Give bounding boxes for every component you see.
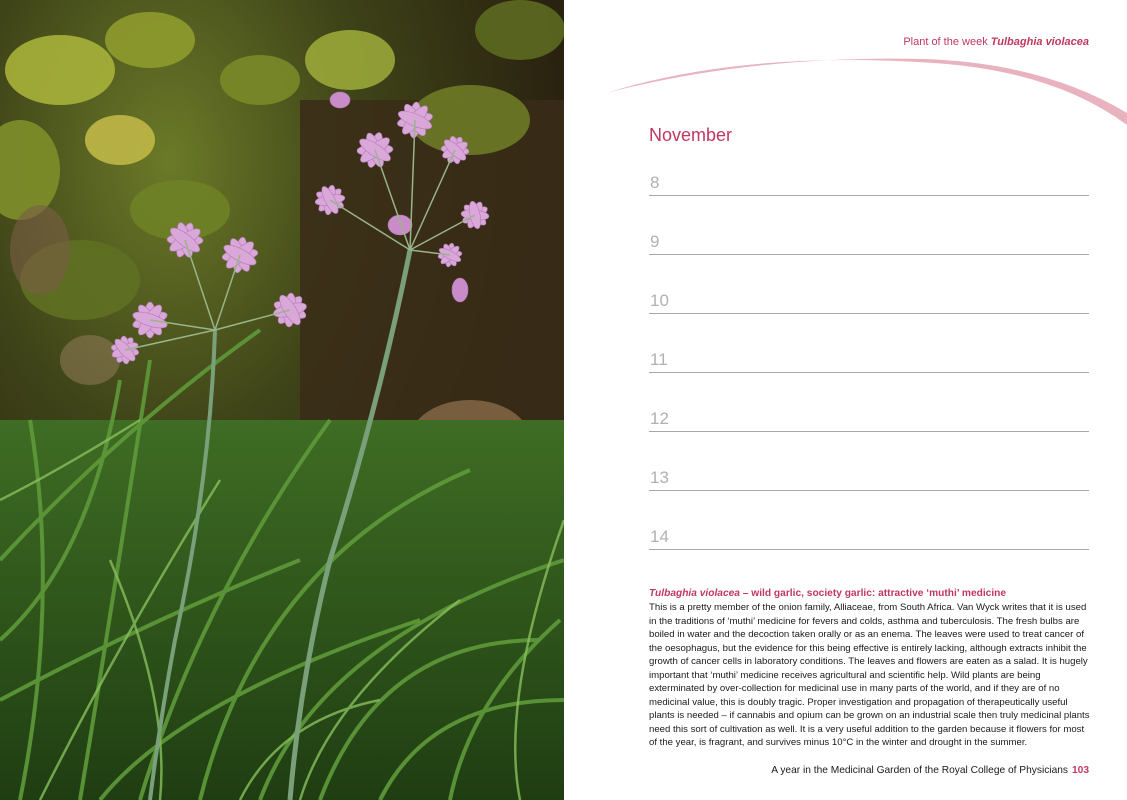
article-title bbox=[649, 588, 1091, 599]
page-number: 103 bbox=[1072, 765, 1089, 776]
plant-description bbox=[649, 588, 1091, 750]
day-number: 10 bbox=[650, 291, 669, 310]
running-head-prefix: Plant of the week bbox=[903, 36, 991, 48]
day-rule bbox=[649, 490, 1089, 491]
day-row[interactable] bbox=[649, 168, 1089, 227]
decorative-swoosh bbox=[564, 55, 1127, 130]
day-number: 13 bbox=[650, 468, 669, 487]
article-body: This is a pretty member of the onion family, Alliaceae, from South Africa. Van Wyck writes that it is used in the traditions of ‘muthi’ medicine for fevers and colds, asthma and tuberculosis. The fresh bulbs are boiled in water and the decoction taken orally or as an enema. The leaves were used to treat cancer of the oesophagus, but the evidence for this being effective is entirely lacking, although extracts inhibit the growth of cancer cells in laboratory conditions. The leaves and flowers are eaten as a salad. It is hugely important that ‘muthi’ medicine receives agricultural and scientific help. Wild plants are being exterminated by over-collection for medicinal use in many parts of the world, and if they are of no medicinal value, this is doubly tragic. Proper investigation and propagation of therapeutically useful plants is needed – if cannabis and opium can be grown on an industrial scale then truly medicinal plants need this sort of cultivation as well. It is a very useful addition to the garden because it flowers for most of the year, is fragrant, and survives minus 10°C in the winter and drought in the summer. bbox=[649, 602, 1090, 748]
day-list bbox=[649, 168, 1089, 581]
day-rule bbox=[649, 313, 1089, 314]
day-number: 14 bbox=[650, 527, 669, 546]
running-head-latin-name: Tulbaghia violacea bbox=[990, 36, 1089, 48]
day-row[interactable] bbox=[649, 286, 1089, 345]
page-footer bbox=[771, 765, 1089, 776]
diary-page bbox=[564, 0, 1127, 800]
day-rule bbox=[649, 372, 1089, 373]
day-row[interactable] bbox=[649, 345, 1089, 404]
running-head bbox=[903, 36, 1089, 48]
day-rule bbox=[649, 254, 1089, 255]
book-title: A year in the Medicinal Garden of the Royal College of Physicians bbox=[771, 765, 1068, 776]
day-rule bbox=[649, 431, 1089, 432]
month-heading: November bbox=[649, 125, 733, 145]
day-row[interactable] bbox=[649, 227, 1089, 286]
day-number: 9 bbox=[650, 232, 660, 251]
day-row[interactable] bbox=[649, 463, 1089, 522]
day-rule bbox=[649, 549, 1089, 550]
day-number: 12 bbox=[650, 409, 669, 428]
day-row[interactable] bbox=[649, 522, 1089, 581]
day-rule bbox=[649, 195, 1089, 196]
day-number: 11 bbox=[650, 350, 668, 369]
day-row[interactable] bbox=[649, 404, 1089, 463]
article-title-latin: Tulbaghia violacea bbox=[649, 588, 740, 599]
article-title-rest: – wild garlic, society garlic: attractive ‘muthi’ medicine bbox=[739, 588, 1007, 599]
day-number: 8 bbox=[650, 173, 660, 192]
